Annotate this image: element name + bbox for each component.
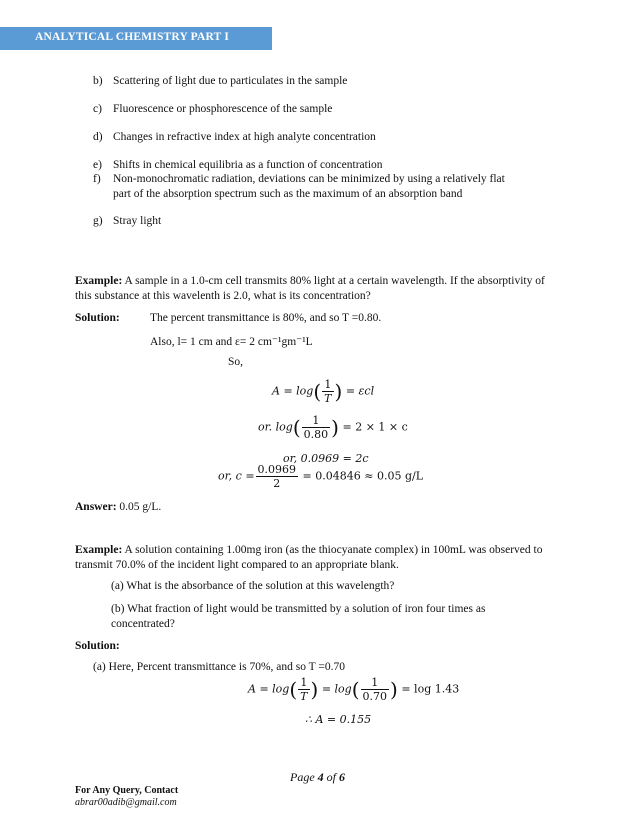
equation-5: A = log( $\frac{1}{T}$ ) = log( $\frac{1}{0.70}$ ) = log 1.43 [248,676,460,703]
question-b-cont: concentrated? [111,618,175,630]
list-letter: g) [93,215,103,227]
list-text: Scattering of light due to particulates in the sample [113,75,348,87]
example-1-statement [75,274,545,304]
list-letter: d) [93,131,103,143]
solution-line-2: Also, l= 1 cm and ε= 2 cm⁻¹gm⁻¹L [150,336,313,348]
answer-line [75,501,161,513]
example-text: A solution containing 1.00mg iron (as the thiocyanate complex) in 100mL was observed to transmit 70.0% of the incident light compared to an appropriate blank. [75,544,543,571]
question-a: (a) What is the absorbance of the solution at this wavelength? [111,580,395,592]
list-item [93,159,383,171]
header-banner [0,27,272,50]
list-text: Changes in refractive index at high analyte concentration [113,131,376,143]
eq-lhs: A = log [248,682,290,696]
equation-1: A = log( $\frac{1}{T}$ ) = εcl [272,378,375,405]
fraction: $\frac{1}{T}$ [324,378,332,405]
solution-a-line: (a) Here, Percent transmittance is 70%, and so T =0.70 [93,661,345,673]
example-label: Example: [75,275,123,287]
question-b: (b) What fraction of light would be transmitted by a solution of iron four times as [111,603,486,615]
list-text-cont: part of the absorption spectrum such as the maximum of an absorption band [113,188,463,200]
example-2-statement [75,543,545,573]
eq-lhs: A = log [272,384,314,398]
equation-2: or. log( $\frac{1}{0.80}$ ) = 2 × 1 × c [258,414,408,441]
list-text: Stray light [113,215,162,227]
eq-lhs: or, c = [218,469,255,483]
answer-value: 0.05 g/L. [116,501,162,513]
equation-6: ∴ A = 0.155 [305,713,372,726]
example-label: Example: [75,544,123,556]
solution-label: Solution: [75,312,120,324]
list-item [93,103,333,115]
list-letter: e) [93,159,102,171]
list-letter: c) [93,103,102,115]
fraction: $\frac{1}{0.80}$ [303,414,329,441]
list-item [93,215,162,227]
header-title: ANALYTICAL CHEMISTRY PART I [35,31,230,43]
solution-line-1: The percent transmittance is 80%, and so T =0.80. [150,312,382,324]
list-text: Non-monochromatic radiation, deviations can be minimized by using a relatively flat [113,173,505,185]
list-item [93,75,348,87]
so-label: So, [228,356,244,368]
fraction: $\frac{0.0969}{2}$ [257,463,297,490]
list-text: Fluorescence or phosphorescence of the sample [113,103,333,115]
fraction: $\frac{1}{T}$ [300,676,308,703]
fraction: $\frac{1}{0.70}$ [362,676,388,703]
answer-label: Answer: [75,501,117,513]
list-letter: b) [93,75,103,87]
eq-lhs: or. log [258,420,293,434]
list-item [93,131,376,143]
eq-rhs: = 2 × 1 × c [342,420,408,434]
footer-email: abrar00adib@gmail.com [75,797,177,808]
equation-4 [218,463,423,490]
eq-rhs: = εcl [345,384,375,398]
list-letter: f) [93,173,101,185]
eq-rhs: = log 1.43 [401,682,460,696]
example-text: A sample in a 1.0-cm cell transmits 80% light at a certain wavelength. If the absorptivity of this substance at this wavelenth is 2.0, what is its concentration? [75,275,545,302]
eq-rhs: = 0.04846 ≈ 0.05 g/L [302,469,423,483]
list-item [93,173,505,200]
footer-query: For Any Query, Contact [75,785,179,796]
page-indicator: Page 4 of 6 [290,770,345,784]
equation-3: or, 0.0969 = 2c [283,452,369,465]
solution-2-label: Solution: [75,640,120,652]
list-text: Shifts in chemical equilibria as a function of concentration [113,159,383,171]
